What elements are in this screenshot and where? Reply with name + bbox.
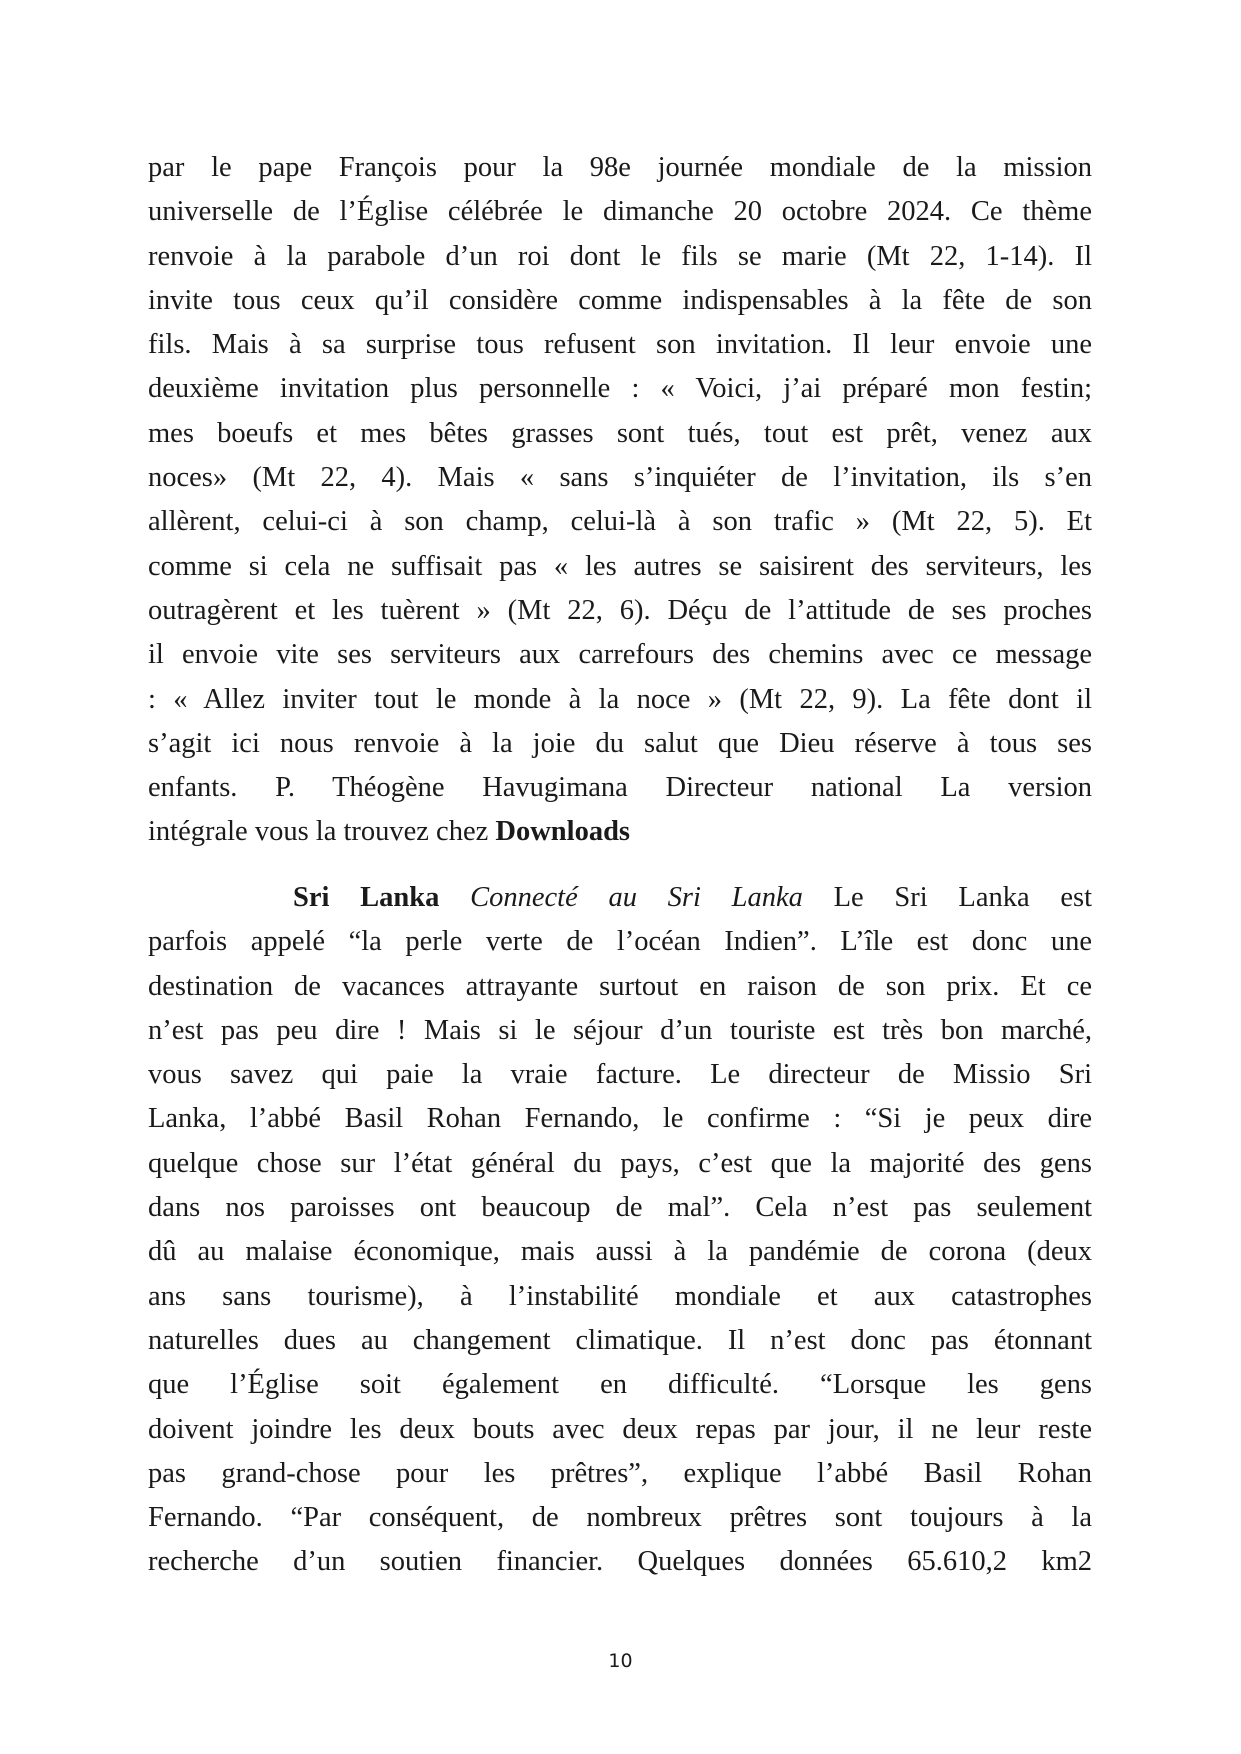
text-line: outragèrent et les tuèrent » (Mt 22, 6). Déçu de l’attitude de ses proches [148,594,1092,626]
text-line: il envoie vite ses serviteurs aux carrefours des chemins avec ce message [148,639,1092,671]
text-line: deuxième invitation plus personnelle : « Voici, j’ai préparé mon festin; [148,373,1092,405]
text-line: comme si cela ne suffisait pas « les autres se saisirent des serviteurs, les [148,550,1092,582]
text-line: par le pape François pour la 98e journée mondiale de la mission [148,152,1092,183]
text-line: mes boeufs et mes bêtes grasses sont tués, tout est prêt, venez aux [148,417,1092,449]
paragraph-sri-lanka [148,876,1092,1585]
section-subtitle: Connecté au Sri Lanka [470,882,803,913]
text-line: universelle de l’Église célébrée le dimanche 20 octobre 2024. Ce thème [148,196,1092,228]
page-number: 10 [608,1650,633,1672]
downloads-link[interactable]: Downloads [495,816,631,848]
text-line: n’est pas peu dire ! Mais si le séjour d’un touriste est très bon marché, [148,1014,1092,1046]
text-line: doivent joindre les deux bouts avec deux repas par jour, il ne leur reste [148,1413,1092,1445]
text-line: : « Allez inviter tout le monde à la noce » (Mt 22, 9). La fête dont il [148,683,1092,715]
text-line: ans sans tourisme), à l’instabilité mondiale et aux catastrophes [148,1280,1092,1312]
text-line: renvoie à la parabole d’un roi dont le fils se marie (Mt 22, 1-14). Il [148,240,1092,272]
text-line: naturelles dues au changement climatique. Il n’est donc pas étonnant [148,1324,1092,1356]
text-line: que l’Église soit également en difficulté. “Lorsque les gens [148,1369,1092,1401]
text-line: Fernando. “Par conséquent, de nombreux prêtres sont toujours à la [148,1502,1092,1534]
text-line: invite tous ceux qu’il considère comme indispensables à la fête de son [148,284,1092,316]
text-line: pas grand-chose pour les prêtres”, explique l’abbé Basil Rohan [148,1457,1092,1489]
text-line: dû au malaise économique, mais aussi à la pandémie de corona (deux [148,1236,1092,1268]
section-heading-line [148,876,1092,920]
text-line: s’agit ici nous renvoie à la joie du salut que Dieu réserve à tous ses [148,727,1092,759]
text-line: fils. Mais à sa surprise tous refusent son invitation. Il leur envoie une [148,329,1092,361]
text-line: parfois appelé “la perle verte de l’océan Indien”. L’île est donc une [148,926,1092,958]
text-line: dans nos paroisses ont beaucoup de mal”. Cela n’est pas seulement [148,1192,1092,1224]
text-line: noces» (Mt 22, 4). Mais « sans s’inquiéter de l’invitation, ils s’en [148,462,1092,494]
text-line: recherche d’un soutien financier. Quelques données 65.610,2 km2 [148,1546,1092,1578]
text-line: destination de vacances attrayante surtout en raison de son prix. Et ce [148,970,1092,1002]
text-line: enfants. P. Théogène Havugimana Directeur national La version [148,772,1092,804]
text-line: quelque chose sur l’état général du pays, c’est que la majorité des gens [148,1147,1092,1179]
text-line-content: Le Sri Lanka est [802,882,1093,913]
text-line: Lanka, l’abbé Basil Rohan Fernando, le confirme : “Si je peux dire [148,1103,1092,1135]
paragraph-mission-day [148,146,1092,855]
text-line-content: intégrale vous la trouvez chez [148,816,496,848]
text-line: allèrent, celui-ci à son champ, celui-là à son trafic » (Mt 22, 5). Et [148,506,1092,538]
text-line [148,810,1092,854]
section-title: Sri Lanka [293,882,440,913]
text-line: vous savez qui paie la vraie facture. Le directeur de Missio Sri [148,1059,1092,1091]
